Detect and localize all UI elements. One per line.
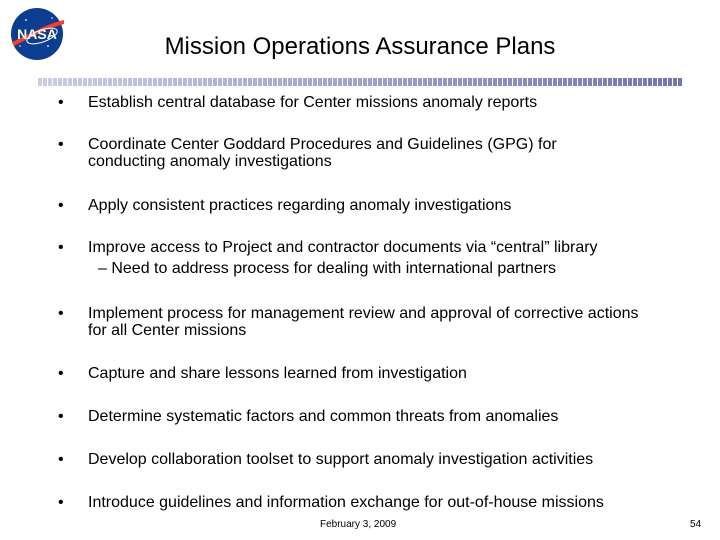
page-number: 54 xyxy=(690,519,702,530)
bullet-text: Establish central database for Center missions anomaly reports xyxy=(88,94,538,111)
bullet-marker: • xyxy=(58,305,64,322)
bullet-marker: • xyxy=(58,197,64,214)
bullet-text: Develop collaboration toolset to support anomaly investigation activities xyxy=(88,451,594,468)
bullet-text: Determine systematic factors and common threats from anomalies xyxy=(88,408,559,425)
bullet-marker: • xyxy=(58,494,64,511)
bullet-text: Introduce guidelines and information exchange for out-of-house missions xyxy=(88,494,604,511)
bullet-marker: • xyxy=(58,365,64,382)
bullet-text: Coordinate Center Goddard Procedures and Guidelines (GPG) for conducting anomaly investigations xyxy=(88,136,557,170)
bullet-marker: • xyxy=(58,451,64,468)
footer-date: February 3, 2009 xyxy=(320,519,397,530)
bullet-marker: • xyxy=(58,408,64,425)
bullet-text: Apply consistent practices regarding anomaly investigations xyxy=(88,197,512,214)
bullet-text: Improve access to Project and contractor documents via “central” library xyxy=(88,239,598,256)
bullet-text: Implement process for management review and approval of corrective actions for all Center missions xyxy=(88,305,639,339)
bullet-marker: • xyxy=(58,239,64,256)
page-title: Mission Operations Assurance Plans xyxy=(164,33,556,60)
bullet-marker: • xyxy=(58,94,64,111)
nasa-logo-text: NASA xyxy=(17,26,57,42)
sub-bullet-text: – Need to address process for dealing with international partners xyxy=(98,260,557,277)
bullet-marker: • xyxy=(58,136,64,153)
bullet-text: Capture and share lessons learned from investigation xyxy=(88,365,467,382)
